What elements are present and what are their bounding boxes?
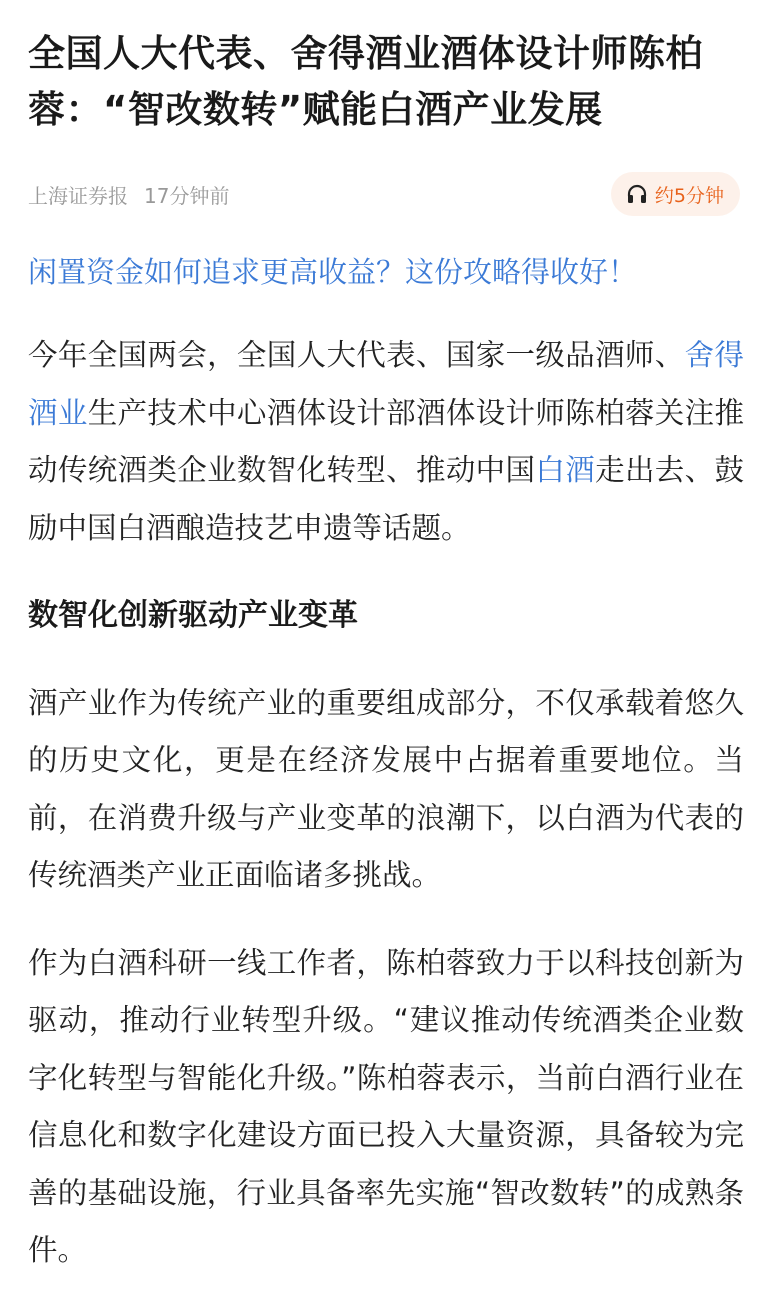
company-link[interactable]: 舍得酒业 <box>28 338 744 430</box>
headphones-icon <box>625 182 649 206</box>
listen-button[interactable] <box>611 172 740 216</box>
article-title: 全国人大代表、舍得酒业酒体设计师陈柏蓉：“智改数转”赋能白酒产业发展 <box>28 32 703 131</box>
para1-text-end: 走出去、鼓励中国白酒酿造技艺申遗等话题。 <box>28 453 744 545</box>
article-body <box>28 327 744 1310</box>
article-source[interactable]: 上海证券报 <box>28 183 128 208</box>
paragraph-intro <box>28 327 744 557</box>
paragraph-industry: 酒产业作为传统产业的重要组成部分，不仅承载着悠久的历史文化，更是在经济发展中占据着重要地位。当前，在消费升级与产业变革的浪潮下，以白酒为代表的传统酒类产业正面临诸多挑战。 <box>28 685 744 892</box>
section-heading: 数智化创新驱动产业变革 <box>28 598 358 633</box>
para1-text-start: 今年全国两会，全国人大代表、国家一级品酒师、 <box>28 338 685 372</box>
article-meta <box>28 172 740 216</box>
listen-duration: 约5分钟 <box>654 184 724 207</box>
article-time: 17分钟前 <box>144 183 230 208</box>
para1-text-middle: 生产技术中心酒体设计部酒体设计师陈柏蓉关注推动传统酒类企业数智化转型、推动中国 <box>28 395 744 487</box>
paragraph-research: 作为白酒科研一线工作者，陈柏蓉致力于以科技创新为驱动，推动行业转型升级。“建议推动传统酒类企业数字化转型与智能化升级。”陈柏蓉表示，当前白酒行业在信息化和数字化建设方面已投入大量资源，具备较为完善的基础设施，行业具备率先实施“智改数转”的成熟条件。 <box>28 945 744 1267</box>
baijiu-link[interactable]: 白酒 <box>535 453 596 487</box>
promo-link[interactable]: 闲置资金如何追求更高收益？这份攻略得收好！ <box>28 255 638 289</box>
meta-info <box>28 180 229 209</box>
